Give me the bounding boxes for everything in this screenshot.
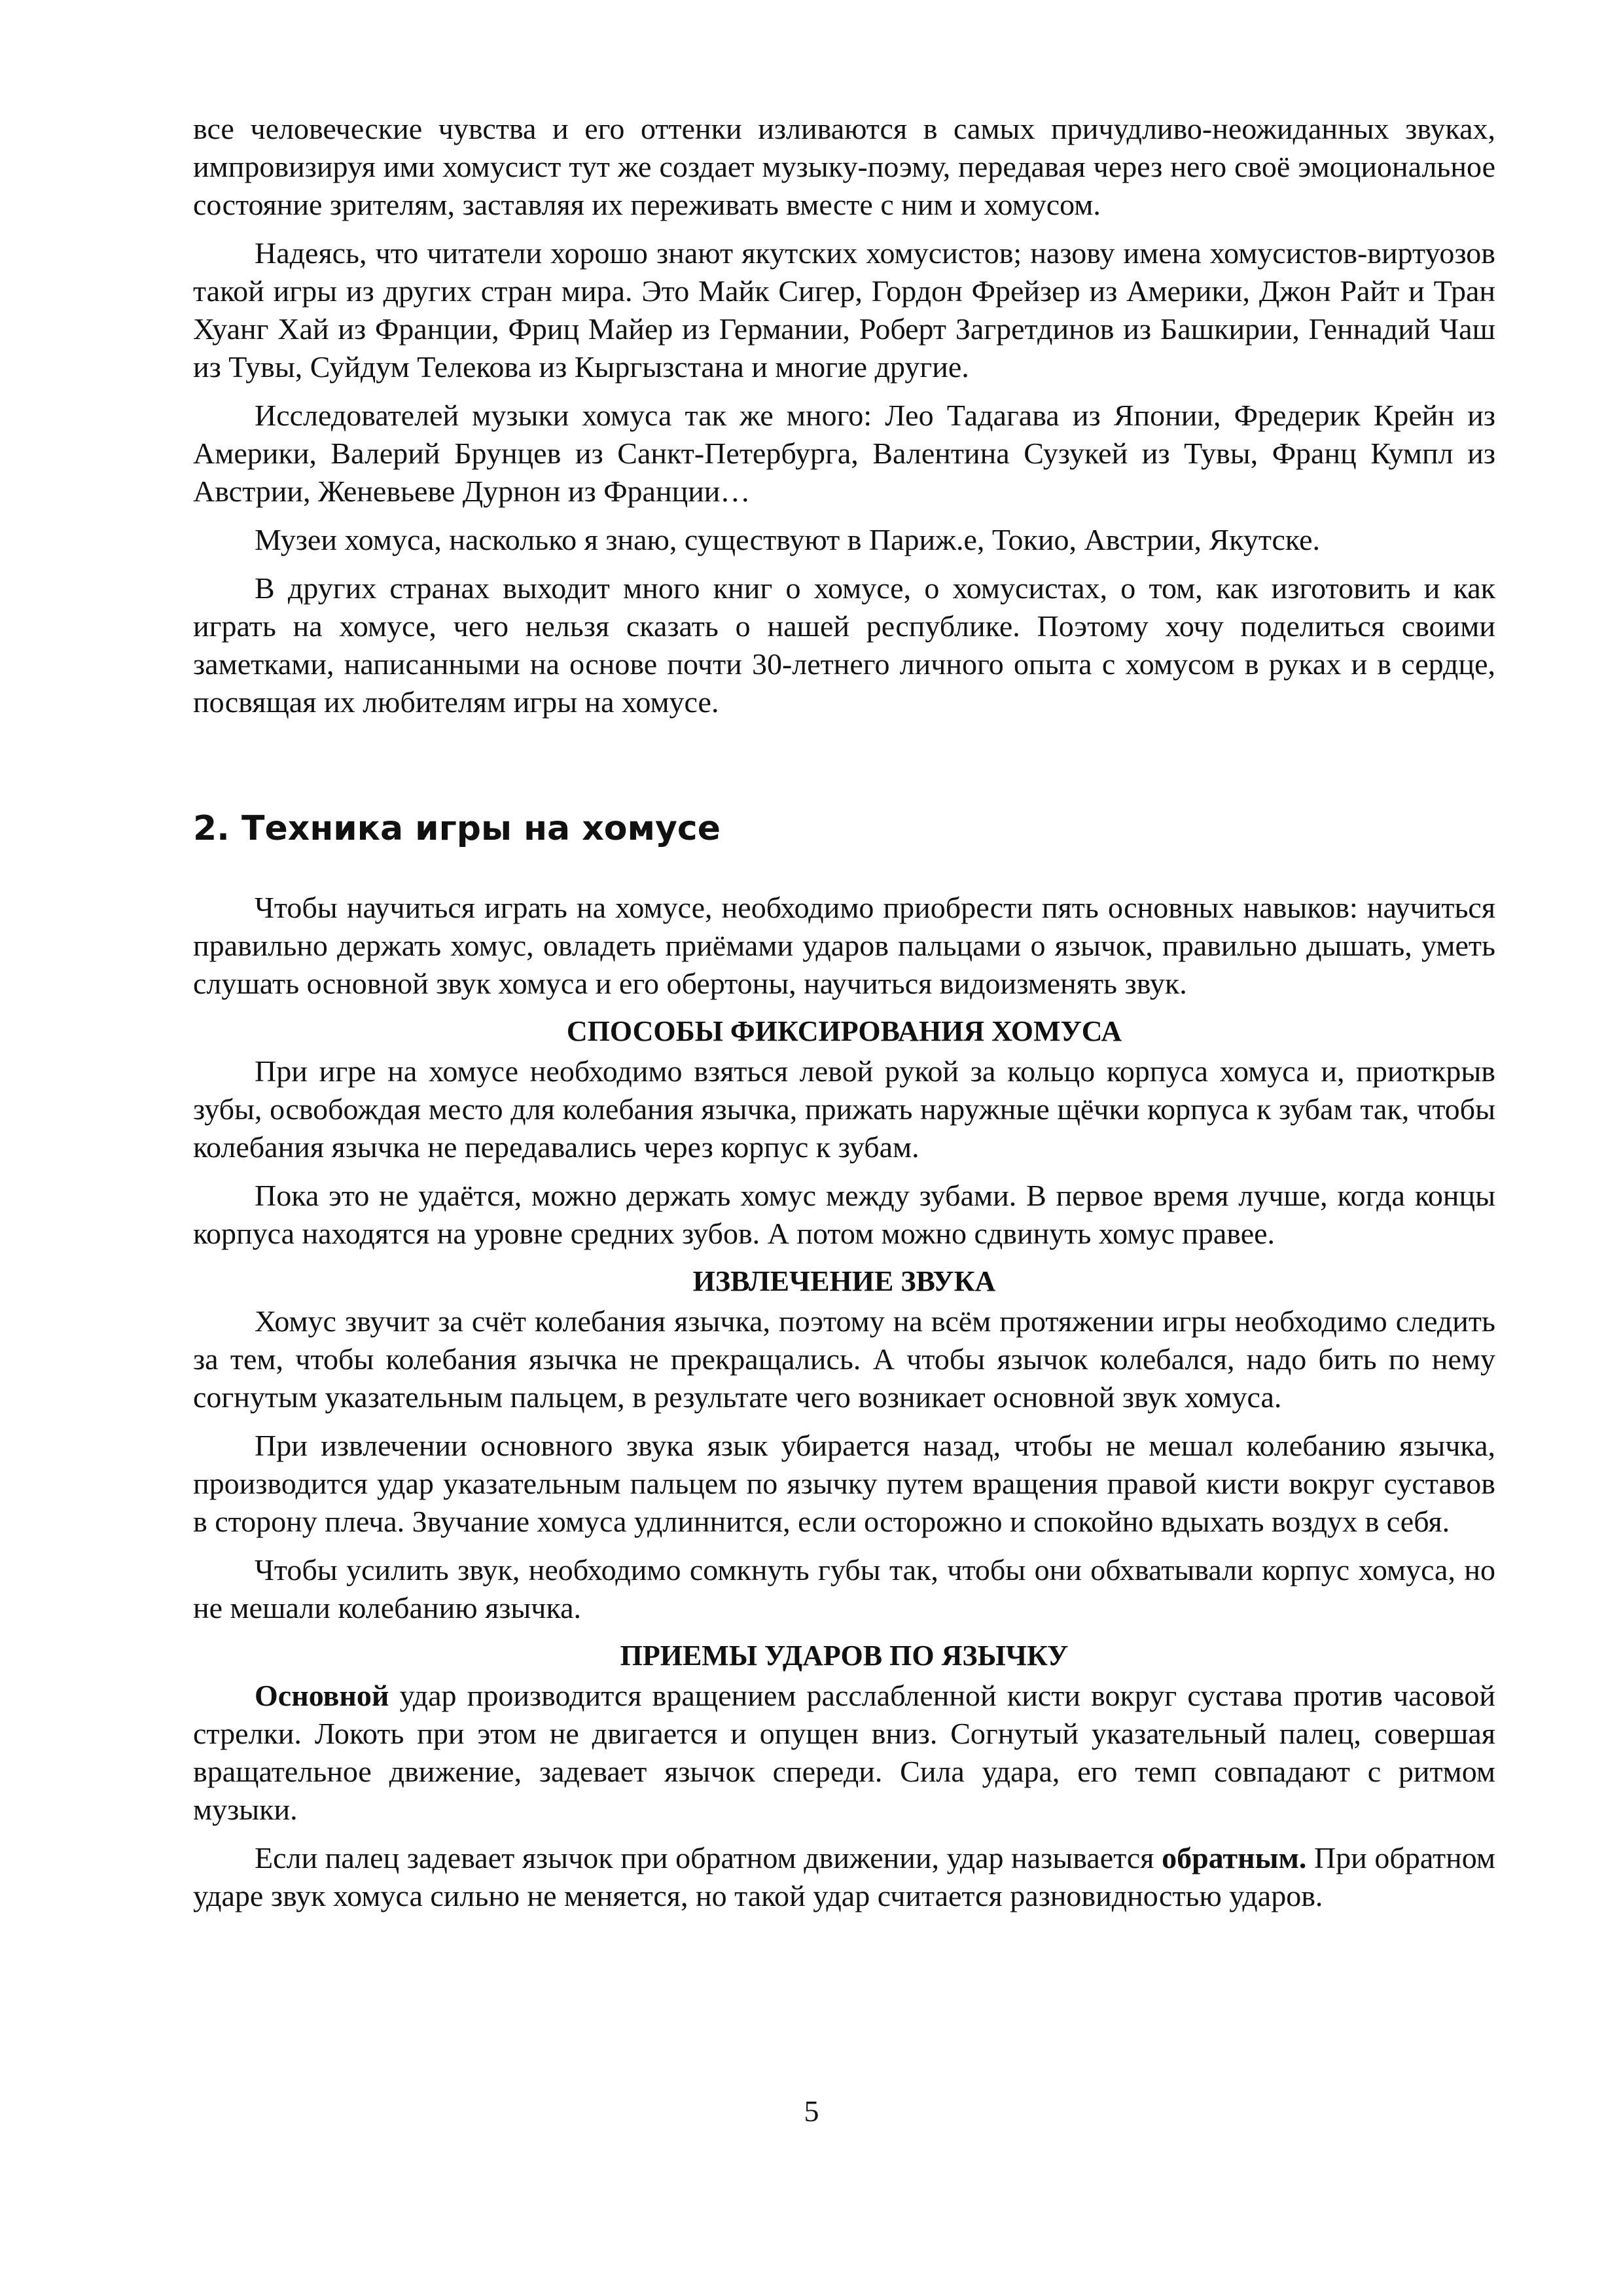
page-body (193, 110, 1495, 1926)
page-number: 5 (804, 2094, 819, 2128)
section-title: 2. Техника игры на хомусе (193, 809, 721, 848)
strikes-paragraph-1 (193, 1677, 1495, 1829)
fixing-paragraph-2: Пока это не удаётся, можно держать хомус между зубами. В первое время лучше, когда концы корпуса находятся на уровне средних зубов. А потом можно сдвинуть хомус правее. (193, 1179, 1495, 1250)
strikes-paragraph-2-start: Если палец задевает язычок при обратном движении, удар называется (255, 1841, 1162, 1874)
intro-paragraph-virtuosos: Надеясь, что читатели хорошо знают якутских хомусистов; назову имена хомусистов-виртуозов такой игры из других стран мира. Это Майк Сигер, Гордон Фрейзер из Америки, Джон Райт и Тран Хуанг Хай из Франции, Фриц Майер из Германии, Роберт Загретдинов из Башкирии, Геннадий Чаш из Тувы, Суйдум Телекова из Кыргызстана и многие другие. (193, 236, 1495, 384)
strikes-paragraph-1-text: удар производится вращением расслабленной кисти вокруг сустава против часовой стрелки. Локоть при этом не двигается и опущен вниз. Согнутый указательный палец, совершая вращательное движение, задевает язычок спереди. Сила удара, его темп совпадают с ритмом музыки. (193, 1679, 1495, 1826)
section-intro-paragraph: Чтобы научиться играть на хомусе, необходимо приобрести пять основных навыков: научиться правильно держать хомус, овладеть приёмами ударов пальцами о язычок, правильно дышать, уметь слушать основной звук хомуса и его обертоны, научиться видоизменять звук. (193, 891, 1495, 1000)
sound-paragraph-1: Хомус звучит за счёт колебания язычка, поэтому на всём протяжении игры необходимо следить за тем, чтобы колебания язычка не прекращались. А чтобы язычок колебался, надо бить по нему согнутым указательным пальцем, в результате чего возникает основной звук хомуса. (193, 1304, 1495, 1414)
sound-paragraph-2: При извлечении основного звука язык убирается назад, чтобы не мешал колебанию язычка, производится удар указательным пальцем по язычку путем вращения правой кисти вокруг суставов в сторону плеча. Звучание хомуса удлиннится, если осторожно и спокойно вдыхать воздух в себя. (193, 1429, 1495, 1538)
intro-paragraph-researchers: Исследователей музыки хомуса так же много: Лео Тадагава из Японии, Фредерик Крейн из Америки, Валерий Брунцев из Санкт-Петербурга, Валентина Сузукей из Тувы, Франц Кумпл из Австрии, Женевьеве Дурнон из Франции… (193, 399, 1495, 508)
intro-paragraph-continued: все человеческие чувства и его оттенки изливаются в самых причудливо-неожиданных звуках, импровизируя ими хомусист тут же создает музыку-поэму, передавая через него своё эмоциональное состояние зрителям, заставляя их переживать вместе с ним и хомусом. (193, 112, 1495, 221)
subheading-strikes: ПРИЕМЫ УДАРОВ ПО ЯЗЫЧКУ (620, 1640, 1069, 1672)
subheading-fixing: СПОСОБЫ ФИКСИРОВАНИЯ ХОМУСА (566, 1015, 1122, 1047)
fixing-paragraph-1: При игре на хомусе необходимо взяться левой рукой за кольцо корпуса хомуса и, приоткрыв зубы, освобождая место для колебания язычка, прижать наружные щёчки корпуса к зубам так, чтобы колебания язычка не передавались через корпус к зубам. (193, 1054, 1495, 1164)
subheading-sound: ИЗВЛЕЧЕНИЕ ЗВУКА (692, 1265, 996, 1297)
strikes-paragraph-2 (193, 1839, 1495, 1915)
bold-term-basic: Основной (255, 1679, 389, 1712)
strikes-paragraph-2-rest: При обратном ударе звук хомуса сильно не меняется, но такой удар считается разновидностью ударов. (193, 1841, 1496, 1912)
bold-term-reverse: обратным. (1162, 1841, 1307, 1874)
intro-paragraph-books: В других странах выходит много книг о хомусе, о хомусистах, о том, как изготовить и как играть на хомусе, чего нельзя сказать о нашей республике. Поэтому хочу поделиться своими заметками, написанными на основе почти 30-летнего личного опыта с хомусом в руках и в сердце, посвящая их любителям игры на хомусе. (193, 571, 1495, 719)
sound-paragraph-3: Чтобы усилить звук, необходимо сомкнуть губы так, чтобы они обхватывали корпус хомуса, но не мешали колебанию язычка. (193, 1553, 1495, 1624)
intro-paragraph-museums: Музеи хомуса, насколько я знаю, существуют в Париж.е, Токио, Австрии, Якутске. (255, 523, 1321, 556)
